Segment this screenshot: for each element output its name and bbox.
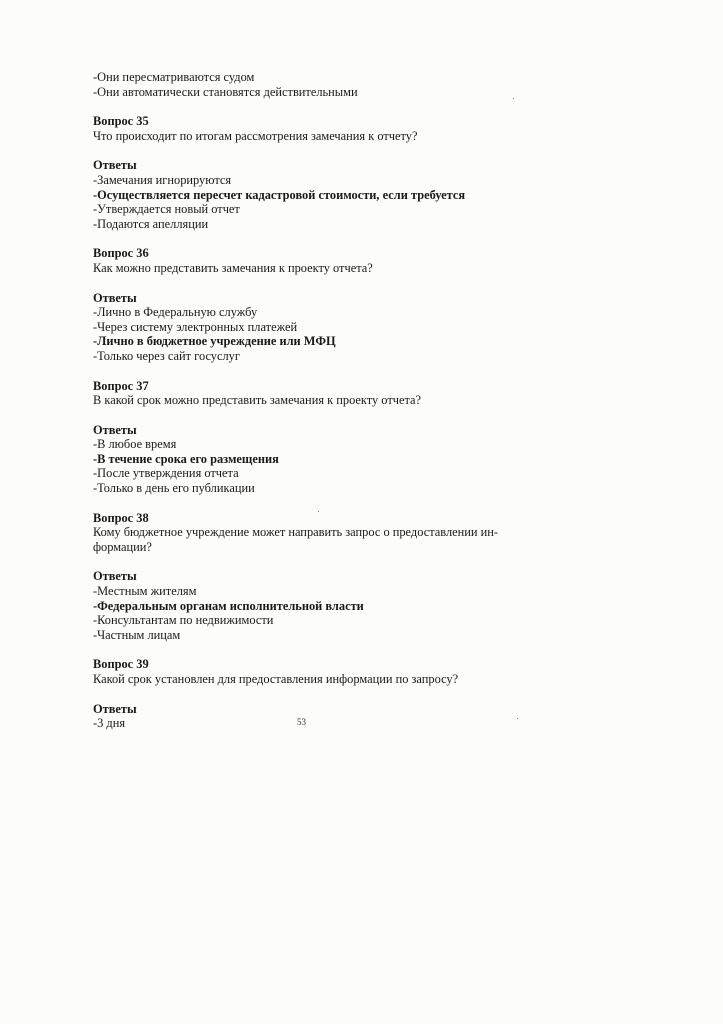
answer-option: -Только через сайт госуслуг: [93, 348, 240, 363]
spacer: [93, 276, 513, 291]
answer-option: -3 дня: [93, 716, 126, 731]
answer-option-correct: -Лично в бюджетное учреждение или МФЦ: [93, 334, 336, 349]
question-block: [93, 114, 513, 231]
answers-heading: Ответы: [93, 290, 137, 305]
answer-option: -Замечания игнорируются: [93, 172, 232, 187]
answer-option: -Только в день его публикации: [93, 481, 255, 496]
spacer: [93, 231, 513, 246]
question-text: В какой срок можно представить замечания к проекту отчета?: [93, 393, 422, 408]
answer-option: -Утверждается новый отчет: [93, 202, 240, 217]
answer-option-correct: -Осуществляется пересчет кадастровой стоимости, если требуется: [93, 187, 466, 202]
answers-heading: Ответы: [93, 701, 137, 716]
spacer: [93, 554, 513, 569]
scan-speck: [513, 98, 514, 99]
answer-option-correct: -Федеральным органам исполнительной власти: [93, 598, 364, 613]
answer-option: -Подаются апелляции: [93, 216, 209, 231]
question-block: [93, 379, 513, 496]
answer-option: -После утверждения отчета: [93, 466, 239, 481]
answer-option-correct: -В течение срока его размещения: [93, 451, 279, 466]
spacer: [93, 99, 513, 114]
spacer: [93, 143, 513, 158]
spacer: [93, 687, 513, 702]
answer-option: -Через систему электронных платежей: [93, 319, 298, 334]
question-text: формации?: [93, 539, 152, 554]
answers-heading: Ответы: [93, 158, 137, 173]
spacer: [93, 642, 513, 657]
spacer: [93, 408, 513, 423]
question-text: Какой срок установлен для предоставления информации по запросу?: [93, 672, 459, 686]
page-number: 53: [297, 717, 306, 727]
text-line: -Они пересматриваются судом: [93, 70, 255, 84]
answers-heading: Ответы: [93, 569, 137, 584]
answer-option: -Частным лицам: [93, 627, 181, 642]
page-content: [93, 70, 513, 731]
text-line: -Они автоматически становятся действительными: [93, 84, 358, 99]
answer-option: -В любое время: [93, 437, 177, 452]
question-text: Что происходит по итогам рассмотрения замечания к отчету?: [93, 128, 418, 143]
scan-speck: [517, 718, 518, 719]
question-block: [93, 511, 513, 643]
question-text: Кому бюджетное учреждение может направить запрос о предоставлении ин-: [93, 525, 499, 540]
question-heading: Вопрос 37: [93, 378, 149, 393]
question-block: [93, 246, 513, 363]
scan-speck: [318, 511, 319, 512]
answer-option: -Лично в Федеральную службу: [93, 305, 258, 320]
spacer: [93, 496, 513, 511]
spacer: [93, 364, 513, 379]
question-heading: Вопрос 36: [93, 246, 149, 261]
question-heading: Вопрос 38: [93, 510, 149, 525]
answers-heading: Ответы: [93, 422, 137, 437]
answer-option: -Консультантам по недвижимости: [93, 613, 274, 628]
question-text: Как можно представить замечания к проекту отчета?: [93, 260, 373, 275]
question-heading: Вопрос 39: [93, 657, 149, 672]
question-heading: Вопрос 35: [93, 114, 149, 129]
answer-option: -Местным жителям: [93, 584, 197, 599]
